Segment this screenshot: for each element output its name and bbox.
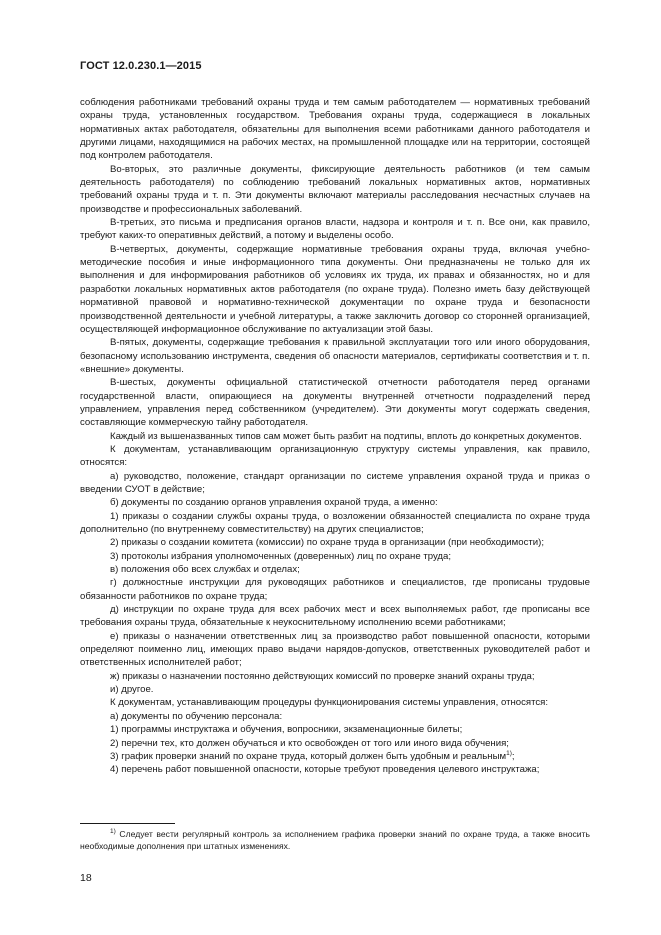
footnote-divider xyxy=(80,823,175,824)
list-item: г) должностные инструкции для руководящих работников и специалистов, где прописаны трудовые обязанности работников по охране труда; xyxy=(80,577,590,602)
list-item: 1) приказы о создании службы охраны труда, о возложении обязанностей специалиста по охране труда дополнительно (по внутреннему совместительству) на других специалистов; xyxy=(80,510,590,535)
list-item: а) документы по обучению персонала: xyxy=(110,710,283,722)
list-item: 4) перечень работ повышенной опасности, которые требуют проведения целевого инструктажа; xyxy=(110,764,540,776)
footnote xyxy=(80,829,590,852)
footnote-text xyxy=(80,829,590,852)
body-text xyxy=(80,96,590,777)
footnote-mark: 1) xyxy=(110,828,116,836)
list-item-text: 3) график проверки знаний по охране труда, который должен быть удобным и реальным xyxy=(110,750,507,762)
paragraph: Во-вторых, это различные документы, фиксирующие деятельность работников (и тем самым деятельность работодателя) по соблюдению требований локальных нормативных актов, нормативных требований охраны труда и т. п. Эти документы включают материалы расследования несчастных случаев на производстве и профессиональных заболеваний. xyxy=(80,163,590,215)
list-item: и) другое. xyxy=(110,684,154,696)
list-item xyxy=(80,750,590,763)
list-item: 3) протоколы избрания уполномоченных (доверенных) лиц по охране труда; xyxy=(110,550,452,562)
list-item: 1) программы инструктажа и обучения, вопросники, экзаменационные билеты; xyxy=(110,724,463,736)
page-number: 18 xyxy=(80,872,92,884)
paragraph: К документам, устанавливающим процедуры функционирования системы управления, относятся: xyxy=(110,697,549,709)
list-item-punctuation: ; xyxy=(511,750,515,762)
paragraph: В-четвертых, документы, содержащие нормативные требования охраны труда, включая учебно-методические пособия и иные информационного типа документы. Они предназначены не только для их выполнения и для информирования работников об условиях их труда, их правах и обязанностях, но и для разработки локальных нормативных актов работодателя (по охране труда). Полезно иметь базу действующей нормативной правовой и нормативно-технической документации по охране труда и безопасности производственной деятельности и учебной литературы, а также заключить договор со сторонней организацией, осуществляющей информационное обслуживание по актуализации этой базы. xyxy=(80,243,590,335)
list-item: д) инструкции по охране труда для всех рабочих мест и всех выполняемых работ, где прописаны все требования охраны труда, обязательные к неукоснительному исполнению всеми работниками; xyxy=(80,604,590,629)
list-item: а) руководство, положение, стандарт организации по системе управления охраной труда и приказ о введении СУОТ в действие; xyxy=(80,470,590,495)
paragraph: В-третьих, это письма и предписания органов власти, надзора и контроля и т. п. Все они, как правило, требуют каких-то оперативных действий, а потому и выделены особо. xyxy=(80,217,590,242)
paragraph: Каждый из вышеназванных типов сам может быть разбит на подтипы, вплоть до конкретных документов. xyxy=(110,430,582,442)
list-item: е) приказы о назначении ответственных лиц за производство работ повышенной опасности, которыми определяют поименно лиц, имеющих право выдачи нарядов-допусков, ответственных руководителей работ и ответственных исполнителей работ; xyxy=(80,630,590,669)
list-item: в) положения обо всех службах и отделах; xyxy=(110,564,300,576)
list-item: 2) перечни тех, кто должен обучаться и кто освобожден от того или иного вида обучения; xyxy=(110,737,509,749)
list-item: ж) приказы о назначении постоянно действующих комиссий по проверке знаний охраны труда; xyxy=(110,670,535,682)
footnote-reference[interactable]: 1) xyxy=(506,749,512,757)
paragraph: К документам, устанавливающим организационную структуру системы управления, как правило, относятся: xyxy=(80,443,590,469)
list-item: 2) приказы о создании комитета (комиссии) по охране труда в организации (при необходимости); xyxy=(110,537,544,549)
paragraph: В-шестых, документы официальной статистической отчетности работодателя перед органами государственной власти, опирающиеся на документы внутренней отчетности подразделений перед управлением, управления перед собственником (учредителем). Эти документы могут содержать сведения, составляющие коммерческую тайну работодателя. xyxy=(80,377,590,429)
paragraph: соблюдения работниками требований охраны труда и тем самым работодателем — нормативных требований охраны труда, установленных государством. Требования охраны труда, содержащиеся в локальных нормативных актах работодателя, обязательны для выполнения всеми работниками данного работодателя и другими лицами, находящимися на рабочих местах, на промышленной площадке или на территории, состоящей под контролем работодателя. xyxy=(80,97,590,162)
paragraph: В-пятых, документы, содержащие требования к правильной эксплуатации того или иного оборудования, безопасному использованию инструмента, сведения об опасности материалов, сертификаты соответствия и т. п. «внешние» документы. xyxy=(80,337,590,375)
footnote-body: Следует вести регулярный контроль за исполнением графика проверки знаний по охране труда, а также вносить необходимые дополнения при штатных изменениях. xyxy=(80,829,590,851)
list-item: б) документы по созданию органов управления охраной труда, а именно: xyxy=(110,497,438,509)
standard-header: ГОСТ 12.0.230.1—2015 xyxy=(80,60,202,72)
